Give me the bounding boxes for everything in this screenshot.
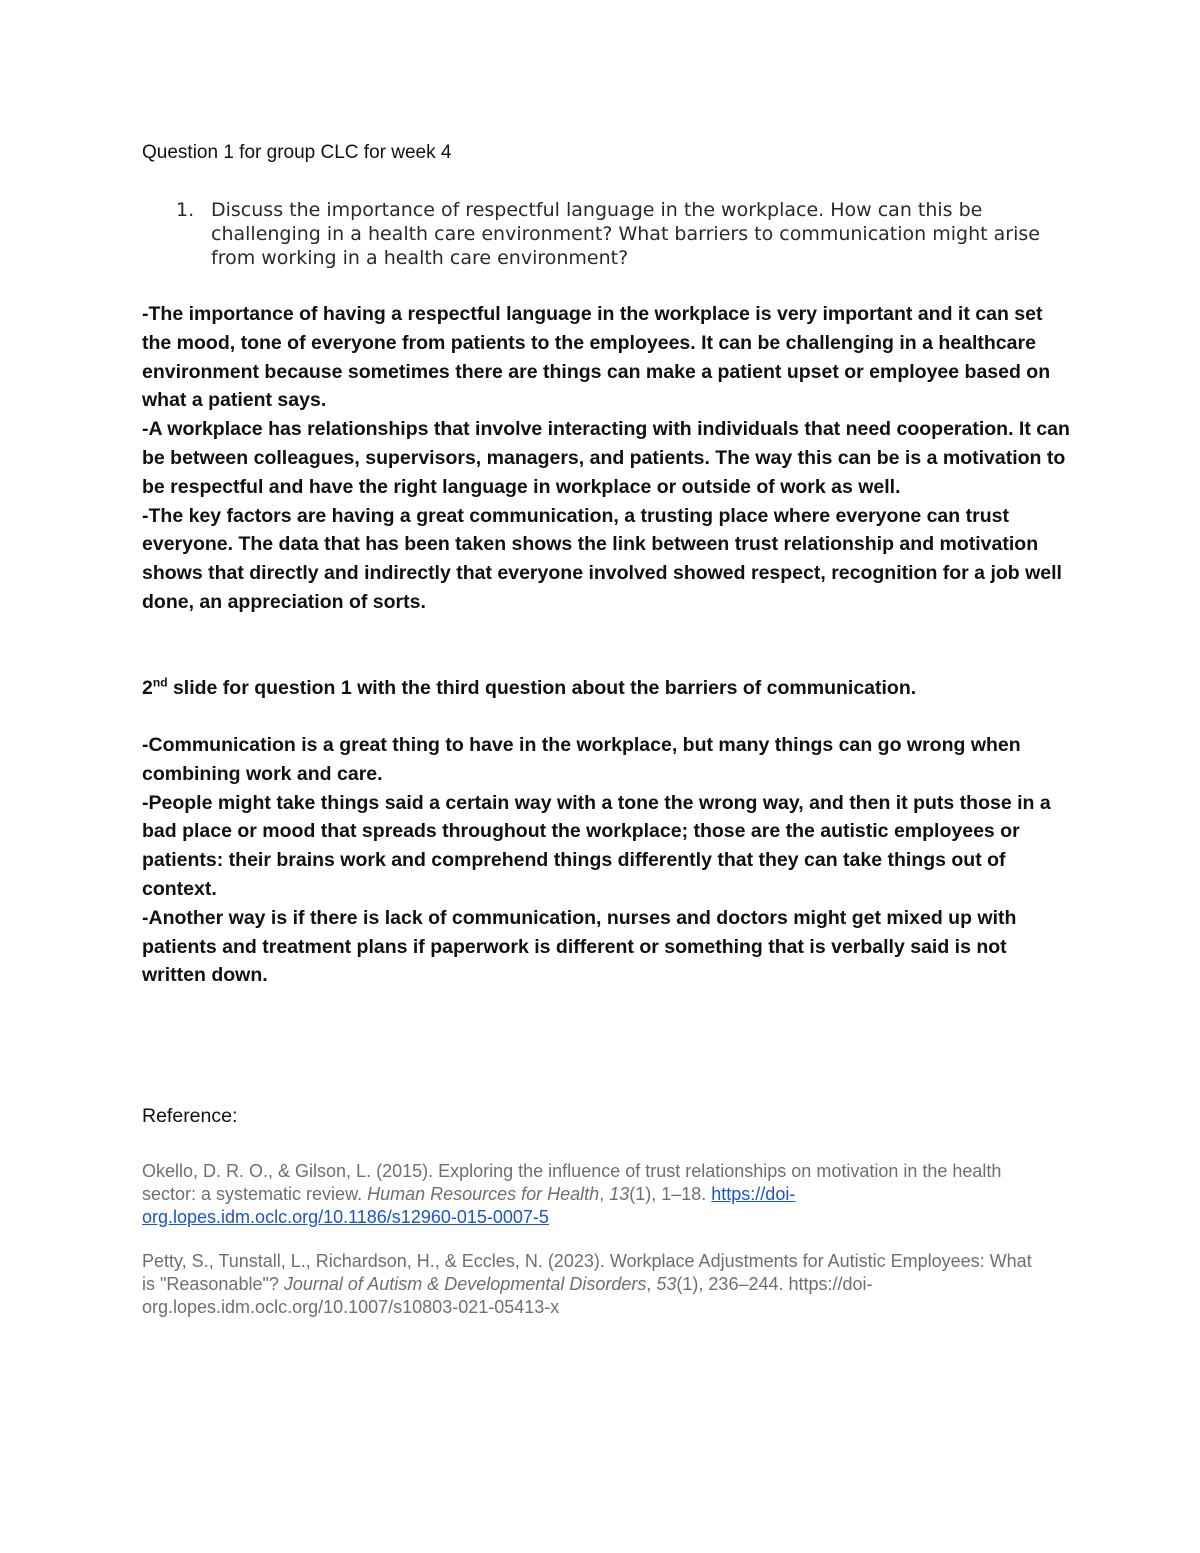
answer-block-2 — [142, 731, 1072, 990]
reference-pages: (1), 1–18. — [629, 1184, 712, 1204]
answer-paragraph: -The key factors are having a great communication, a trusting place where everyone can trust everyone. The data that has been taken shows the link between trust relationship and motivation shows that directly and indirectly that everyone involved showed respect, recognition for a job well done, an appreciation of sorts. — [142, 504, 1062, 613]
reference-doi-link[interactable]: https://doi-org.lopes.idm.oclc.org/10.1186/s12960-015-0007-5 — [142, 1184, 796, 1227]
answer-paragraph: -The importance of having a respectful language in the workplace is very important and it can set the mood, tone of everyone from patients to the employees. It can be challenging in a healthcare environment because sometimes there are things can make a patient upset or employee based on what a patient says. — [142, 303, 1051, 412]
reference-separator: , — [599, 1184, 610, 1204]
document-title: Question 1 for group CLC for week 4 — [142, 142, 452, 163]
question-list — [176, 198, 1056, 270]
reference-pages: (1), 236–244. https://doi-org.lopes.idm.oclc.org/10.1007/s10803-021-05413-x — [142, 1274, 873, 1317]
slide-heading-text: slide for question 1 with the third question about the barriers of communication. — [167, 677, 917, 699]
answer-paragraph: -A workplace has relationships that involve interacting with individuals that need cooperation. It can be between colleagues, supervisors, managers, and patients. The way this can be is a motivation to be respectful and have the right language in workplace or outside of work as well. — [142, 418, 1070, 498]
question-number: 1. — [176, 199, 195, 221]
reference-text: Okello, D. R. O., & Gilson, L. (2015). Exploring the influence of trust relationships on motivation in the health sector: a systematic review. — [142, 1161, 1002, 1204]
question-item — [176, 198, 1056, 270]
answer-paragraph: -Another way is if there is lack of communication, nurses and doctors might get mixed up with patients and treatment plans if paperwork is different or something that is verbally said is not written down. — [142, 906, 1017, 987]
reference-volume: 53 — [656, 1274, 677, 1294]
slide-heading-number: 2 — [142, 677, 153, 699]
slide-heading — [142, 674, 1072, 703]
reference-text: Petty, S., Tunstall, L., Richardson, H., & Eccles, N. (2023). Workplace Adjustments for Autistic Employees: What is "Reasonable"? — [142, 1251, 1032, 1294]
reference-heading: Reference: — [142, 1105, 238, 1127]
answer-paragraph: -People might take things said a certain way with a tone the wrong way, and then it puts those in a bad place or mood that spreads throughout the workplace; those are the autistic employees or patients: their brains work and comprehend things differently that they can take things out of context. — [142, 791, 1051, 900]
answer-block-1 — [142, 300, 1072, 617]
reference-entry — [142, 1250, 1042, 1319]
slide-heading-ordinal: nd — [152, 675, 168, 690]
question-text: Discuss the importance of respectful language in the workplace. How can this be challenging in a health care environment? What barriers to communication might arise from working in a health care environment? — [211, 199, 1040, 269]
reference-journal: Human Resources for Health — [367, 1184, 600, 1204]
reference-separator: , — [646, 1274, 657, 1294]
answer-paragraph: -Communication is a great thing to have in the workplace, but many things can go wrong when combining work and care. — [142, 734, 1021, 785]
reference-entry — [142, 1160, 1042, 1229]
reference-volume: 13 — [609, 1184, 630, 1204]
reference-journal: Journal of Autism & Developmental Disorders — [283, 1274, 647, 1294]
